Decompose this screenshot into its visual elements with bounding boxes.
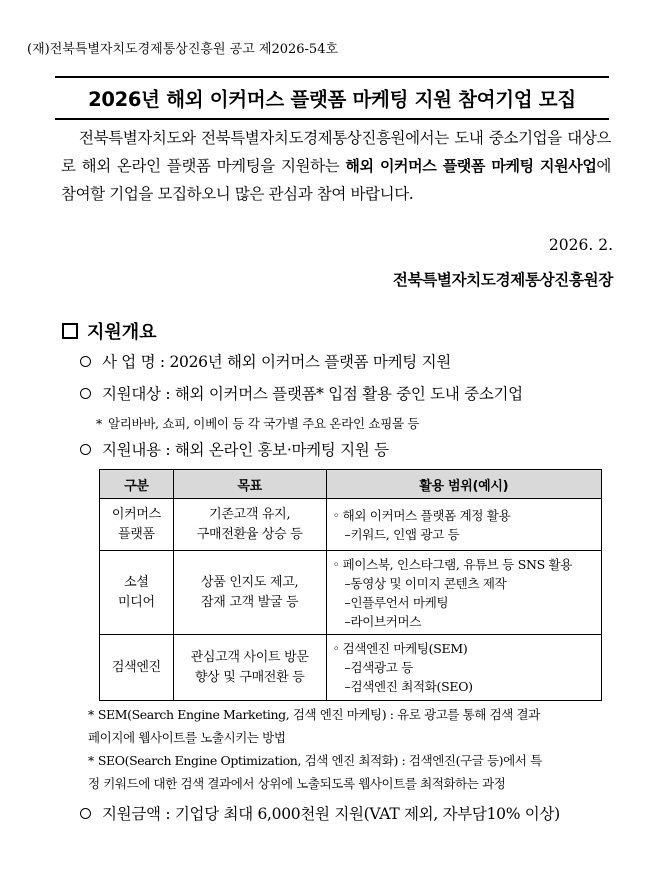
note-asterisk: *: [96, 416, 102, 431]
footnote-line: 페이지에 웹사이트를 노출시키는 방법: [88, 730, 286, 745]
goal-line: 향상 및 구매전환 등: [194, 669, 305, 685]
overview-item-amount: [80, 802, 560, 824]
goal-line: 관심고객 사이트 방문: [190, 649, 309, 665]
row-category: [100, 551, 174, 635]
table-row: [100, 499, 602, 551]
goal-line: 상품 인지도 제고,: [201, 574, 299, 590]
table-header-row: [100, 470, 602, 499]
target-note: [96, 414, 419, 432]
footnote-seo: [88, 749, 610, 795]
intro-paragraph: [61, 124, 611, 208]
announcement-date: 2026. 2.: [548, 236, 613, 254]
scope-sub: –라이브커머스: [344, 613, 422, 629]
intro-text-2: 에 참여할 기업을 모집하오니 많은 관심과 참여 바랍니다.: [61, 157, 611, 203]
circle-bullet-icon: [80, 808, 91, 819]
scope-sub: –동영상 및 이미지 콘텐츠 제작: [344, 575, 507, 591]
row-scope: [326, 499, 602, 551]
document-title: 2026년 해외 이커머스 플랫폼 마케팅 지원 참여기업 모집: [88, 88, 576, 111]
table-header-goal: 목표: [173, 470, 326, 499]
title-box: [55, 76, 609, 120]
support-amount: 지원금액 : 기업당 최대 6,000천원 지원(VAT 제외, 자부담10% 이상): [102, 805, 560, 823]
category-line: 미디어: [118, 594, 155, 610]
table-row: [100, 635, 602, 701]
goal-line: 잠재 고객 발굴 등: [201, 594, 299, 610]
table-header-scope: 활용 범위(예시): [326, 470, 602, 499]
organization-name: 전북특별자치도경제통상진흥원장: [392, 271, 613, 289]
scope-sub: –키워드, 인앱 광고 등: [344, 526, 460, 542]
footnote-line: SEM(Search Engine Marketing, 검색 엔진 마케팅) : 유로 광고를 통해 검색 결과: [97, 707, 540, 722]
section-title: 지원개요: [87, 322, 157, 343]
scope-main: ◦ 검색엔진 마케팅(SEM): [333, 639, 596, 658]
intro-bold-text: 해외 이커머스 플랫폼 마케팅 지원사업: [345, 157, 597, 175]
footnote-asterisk: *: [88, 753, 94, 768]
category-line: 이커머스: [111, 506, 161, 522]
category-line: 소셜: [124, 574, 149, 590]
notice-number: (재)전북특별자치도경제통상진흥원 공고 제2026-54호: [27, 42, 339, 57]
support-target: 지원대상 : 해외 이커머스 플랫폼* 입점 활용 중인 도내 중소기업: [102, 385, 523, 403]
circle-bullet-icon: [80, 356, 91, 367]
support-content: 지원내용 : 해외 온라인 홍보·마케팅 지원 등: [102, 441, 389, 459]
overview-item-project: [80, 350, 451, 372]
row-scope: [326, 635, 602, 701]
row-category: [100, 635, 174, 701]
footnote-line: SEO(Search Engine Optimization, 검색 엔진 최적화) : 검색엔진(구글 등)에서 특: [97, 753, 542, 768]
scope-sub: –인플루언서 마케팅: [344, 594, 449, 610]
footnote-line: 정 키워드에 대한 검색 결과에서 상위에 노출되도록 웹사이트를 최적화하는 과정: [88, 776, 506, 791]
overview-item-target: [80, 382, 523, 404]
scope-main: ◦ 해외 이커머스 플랫폼 계정 활용: [333, 506, 596, 525]
square-bullet-icon: [62, 323, 78, 339]
intro-text-1: 전북특별자치도와 전북특별자치도경제통상진흥원에서는 도내 중소기업을 대상으로 해외 온라인 플랫폼 마케팅을 지원하는: [61, 129, 611, 175]
section-heading: [62, 318, 157, 344]
table-row: [100, 551, 602, 635]
circle-bullet-icon: [80, 388, 91, 399]
category-line: 플랫폼: [118, 526, 155, 542]
category-line: 검색엔진: [111, 659, 161, 675]
target-note-text: 알리바바, 쇼피, 이베이 등 각 국가별 주요 온라인 쇼핑몰 등: [107, 416, 420, 431]
scope-sub: –검색광고 등: [344, 660, 413, 675]
footnote-asterisk: *: [88, 707, 94, 722]
goal-line: 기존고객 유지,: [209, 506, 291, 522]
circle-bullet-icon: [80, 444, 91, 455]
table-header-category: 구분: [100, 470, 174, 499]
row-category: [100, 499, 174, 551]
row-goal: [173, 499, 326, 551]
project-name: 사 업 명 : 2026년 해외 이커머스 플랫폼 마케팅 지원: [102, 353, 451, 371]
overview-item-content: [80, 438, 389, 460]
support-table: [99, 469, 602, 701]
goal-line: 구매전환율 상승 등: [196, 526, 303, 542]
row-goal: [173, 551, 326, 635]
row-scope: [326, 551, 602, 635]
scope-sub: –검색엔진 최적화(SEO): [344, 679, 473, 694]
footnote-sem: [88, 703, 610, 749]
scope-main: ◦ 페이스북, 인스타그램, 유튜브 등 SNS 활용: [333, 555, 596, 574]
row-goal: [173, 635, 326, 701]
